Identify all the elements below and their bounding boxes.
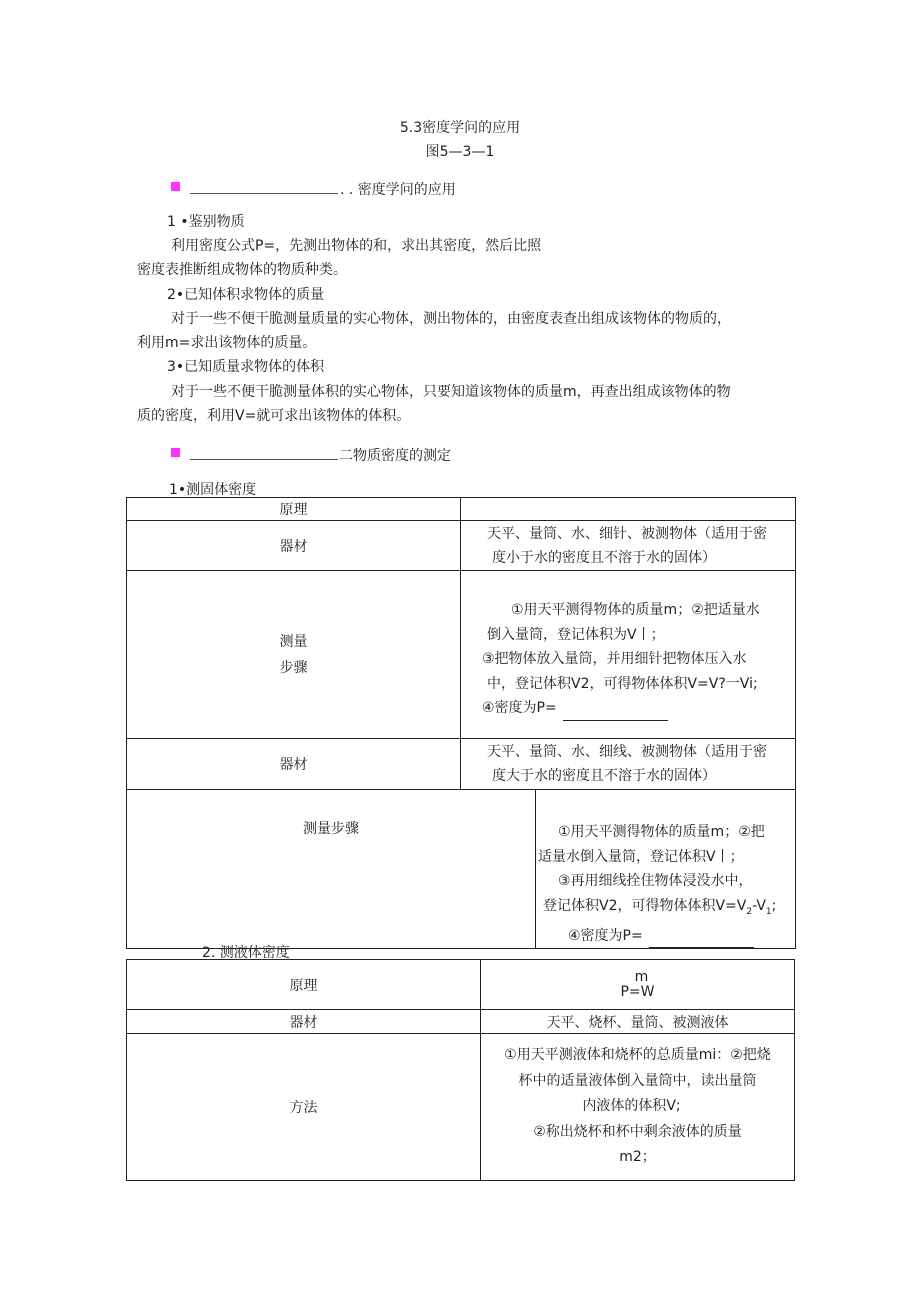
item2-text-b: 利用m=求出该物体的质量。 <box>137 335 317 351</box>
principle-label: 原理 <box>127 960 481 1010</box>
density-formula: P=W <box>620 983 655 1000</box>
step-line: ①用天平测得物体的质量m；②把 <box>558 824 765 840</box>
step-line: 倒入量筒，登记体积为V丨； <box>487 626 665 643</box>
method-line: ②称出烧杯和杯中剩余液体的质量 <box>533 1123 742 1140</box>
section-marker-icon <box>171 448 180 457</box>
solid-density-title: 1•测固体密度 <box>169 482 257 498</box>
step-line: ①用天平测得物体的质量m；②把适量水 <box>511 602 760 619</box>
method-line: m2； <box>619 1149 656 1166</box>
answer-blank <box>649 933 754 948</box>
figure-label: 图5—3—1 <box>425 144 495 160</box>
solid-density-table <box>126 497 796 790</box>
equipment-line: 天平、量筒、水、细针、被测物体（适用于密 <box>487 525 767 542</box>
section2-heading: 二物质密度的测定 <box>339 448 451 464</box>
section-marker-icon <box>171 182 180 191</box>
page-title: 5.3密度学问的应用 <box>399 120 521 136</box>
step-line: ③把物体放入量筒，并用细针把物体压入水 <box>482 651 747 668</box>
answer-blank <box>563 706 668 721</box>
steps-label: 测量 <box>279 633 308 650</box>
item2-text-a: 对于一些不便干脆测量质量的实心物体，测出物体的，由密度表查出组成该物体的物质的， <box>171 311 731 327</box>
item1-title: 1 •鉴别物质 <box>167 214 245 230</box>
step-line: ③再用细线拴住物体浸没水中， <box>558 873 753 889</box>
liquid-density-table <box>126 959 795 1181</box>
density-formula: ④密度为P= <box>482 700 557 717</box>
solid-density-table-lower <box>126 789 796 949</box>
item3-text-b: 质的密度，利用V=就可求出该物体的体积。 <box>137 408 411 424</box>
density-formula: ④密度为P= <box>568 927 643 944</box>
equipment-label: 器材 <box>127 739 461 790</box>
item3-title: 3•已知质量求物体的体积 <box>167 359 325 375</box>
method-line: 内液体的体积V; <box>582 1098 681 1115</box>
item3-text-a: 对于一些不便干脆测量体积的实心物体，只要知道该物体的质量m，再查出组成该物体的物 <box>171 384 731 400</box>
step-line: 中，登记体积V2，可得物体体积V=V?一Vi; <box>487 675 758 692</box>
principle-value <box>461 498 796 521</box>
method-line: ①用天平测液体和烧杯的总质量mi：②把烧 <box>504 1047 771 1064</box>
steps-label: 测量步骤 <box>127 790 536 949</box>
step-line: 登记体积V2，可得物体体积$V=V_2-V_1$; <box>543 897 777 917</box>
heading-underline <box>190 459 338 460</box>
item1-text-b: 密度表推断组成物体的物质种类。 <box>137 262 347 278</box>
equipment-line: 天平、量筒、水、细线、被测物体（适用于密 <box>487 744 767 760</box>
method-label: 方法 <box>127 1034 481 1181</box>
equipment-label: 器材 <box>127 521 461 571</box>
item2-title: 2•已知体积求物体的质量 <box>167 287 325 303</box>
equipment-line: 度大于水的密度且不溶于水的固体） <box>492 768 716 784</box>
method-line: 杯中的适量液体倒入量筒中，读出量筒 <box>518 1072 757 1089</box>
equipment-label: 器材 <box>127 1010 481 1034</box>
item1-text-a: 利用密度公式P=，先测出物体的和，求出其密度，然后比照 <box>171 238 542 254</box>
step-line: 适量水倒入量筒，登记体积V丨； <box>538 848 744 865</box>
formula-numerator: m <box>634 968 649 985</box>
section1-heading: . . 密度学问的应用 <box>340 182 456 198</box>
liquid-density-title: 2. 测液体密度 <box>202 945 290 961</box>
equipment-line: 度小于水的密度且不溶于水的固体） <box>492 549 716 566</box>
equipment-value: 天平、烧杯、量筒、被测液体 <box>481 1010 795 1034</box>
heading-underline <box>190 193 338 194</box>
steps-label: 步骤 <box>279 659 308 676</box>
principle-label: 原理 <box>127 498 461 521</box>
